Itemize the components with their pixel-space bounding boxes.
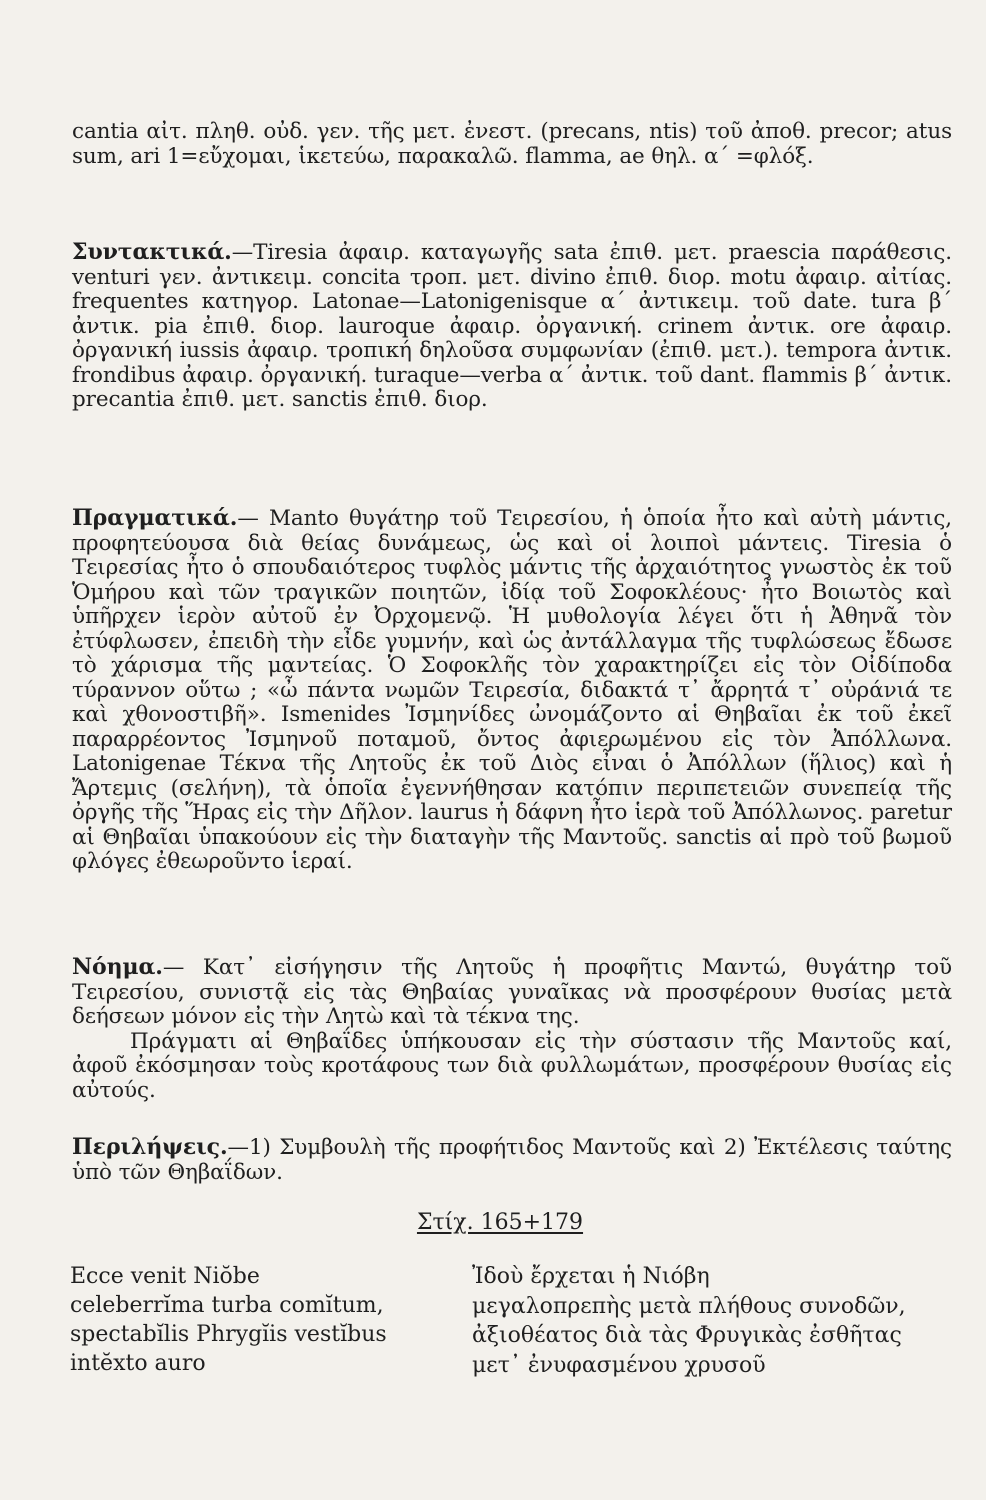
latin-verse-line: spectabĭlis Phrygĭis vestĭbus — [70, 1322, 387, 1347]
latin-verse-line: celeberrĭma turba comĭtum, — [70, 1293, 384, 1318]
greek-translation-line: μετ᾽ ἐνυφασμένου χρυσοῦ — [472, 1352, 766, 1378]
meaning-text: — Κατ᾽ εἰσήγησιν τῆς Λητοῦς ἡ προφῆτις Μαντώ, θυγάτηρ τοῦ Τειρεσίου, συνιστᾷ εἰς τὰς Θηβαίας γυναῖκας νὰ προσφέρουν θυσίας μετὰ δεήσεων μόνον εἰς τὴν Λητὼ καὶ τὰ τέκνα της. — [72, 955, 952, 1029]
greek-translation-line: μεγαλοπρεπὴς μετὰ πλήθους συνοδῶν, — [472, 1293, 906, 1319]
greek-translation-line: Ἰδοὺ ἔρχεται ἡ Νιόβη — [472, 1264, 710, 1289]
greek-translation-line: ἀξιοθέατος διὰ τὰς Φρυγικὰς ἐσθῆτας — [472, 1323, 902, 1348]
factual-paragraph — [72, 506, 952, 875]
intro-text: cantia αἰτ. πληθ. οὐδ. γεν. τῆς μετ. ἐνεστ. (precans, ntis) τοῦ ἀποθ. precor; atus sum, ari 1=εὔχομαι, ἱκετεύω, παρακαλῶ. flamma, ae θηλ. α΄ =φλόξ. — [72, 119, 952, 169]
factual-heading: Πραγματικά. — [72, 505, 238, 531]
summaries-paragraph — [72, 1135, 952, 1185]
meaning-text-2: Πράγματι αἱ Θηβαΐδες ὑπήκουσαν εἰς τὴν σύστασιν τῆς Μαντοῦς καί, ἀφοῦ ἐκόσμησαν τοὺς κροτάφους των διὰ φυλλωμάτων, προσφέρουν θυσίας εἰς αὐτούς. — [72, 1028, 952, 1103]
greek-translation-column — [472, 1262, 952, 1380]
syntax-paragraph — [72, 240, 952, 413]
verse-reference — [410, 1210, 590, 1235]
syntax-heading: Συντακτικά. — [72, 239, 232, 265]
syntax-text: —Tiresia ἀφαιρ. καταγωγῆς sata ἐπιθ. μετ. praescia παράθεσις. venturi γεν. ἀντικειμ. concita τροπ. μετ. divino ἐπιθ. διορ. motu ἀφαιρ. αἰτίας. frequentes κατηγορ. Latonae—Latonigenisque α΄ ἀντικειμ. τοῦ date. tura β΄ ἀντικ. pia ἐπιθ. διορ. lauroque ἀφαιρ. ὀργανική. crinem ἀντικ. ore ἀφαιρ. ὀργανική iussis ἀφαιρ. τροπική δηλοῦσα συμφωνίαν (ἐπιθ. μετ.). tempora ἀντικ. frondibus ἀφαιρ. ὀργανική. turaque—verba α΄ ἀντικ. τοῦ dant. flammis β΄ ἀντικ. precantia ἐπιθ. μετ. sanctis ἐπιθ. διορ. — [72, 240, 952, 412]
meaning-heading: Νόημα. — [72, 954, 163, 980]
summaries-heading: Περιλήψεις. — [72, 1134, 228, 1160]
latin-verse-line: Ecce venit Niŏbe — [70, 1264, 260, 1289]
factual-text: — Manto θυγάτηρ τοῦ Τειρεσίου, ἡ ὁποία ἦτο καὶ αὐτὴ μάντις, προφητεύουσα διὰ θείας δυνάμεως, ὡς καὶ οἱ λοιποὶ μάντεις. Tiresia ὁ Τειρεσίας ἦτο ὁ σπουδαιότερος τυφλὸς μάντις τῆς ἀρχαιότητος γνωστὸς ἐκ τοῦ Ὁμήρου καὶ τῶν τραγικῶν ποιητῶν, ἰδίᾳ τοῦ Σοφοκλέους· ἦτο Βοιωτὸς καὶ ὑπῆρχεν ἱερὸν αὐτοῦ ἐν Ὀρχομενῷ. Ἡ μυθολογία λέγει ὅτι ἡ Ἀθηνᾶ τὸν ἐτύφλωσεν, ἐπειδὴ τὴν εἶδε γυμνήν, καὶ ὡς ἀντάλλαγμα τῆς τυφλώσεως ἔδωσε τὸ χάρισμα τῆς μαντείας. Ὁ Σοφοκλῆς τὸν χαρακτηρίζει εἰς τὸν Οἰδίποδα τύραννον οὕτω ; «ὦ πάντα νωμῶν Τειρεσία, διδακτά τ᾽ ἄρρητά τ᾽ οὐράνιά τε καὶ χθονοστιβῆ». Ismenides Ἰσμηνίδες ὠνομάζοντο αἱ Θηβαῖαι ἐκ τοῦ ἐκεῖ παραρρέοντος Ἰσμηνοῦ ποταμοῦ, ὄντος ἀφιερωμένου εἰς τὸν Ἀπόλλωνα. Latonigenae Τέκνα τῆς Λητοῦς ἐκ τοῦ Διὸς εἶναι ὁ Ἀπόλλων (ἥλιος) καὶ ἡ Ἄρτεμις (σελήνη), τὰ ὁποῖα ἐγεννήθησαν κατόπιν περιπετειῶν συνεπείᾳ τῆς ὀργῆς τῆς Ἥρας εἰς τὴν Δῆλον. laurus ἡ δάφνη ἦτο ἱερὰ τοῦ Ἀπόλλωνος. paretur αἱ Θηβαῖαι ὑπακούουν εἰς τὴν διαταγὴν τῆς Μαντοῦς. sanctis αἱ πρὸ τοῦ βωμοῦ φλόγες ἐθεωροῦντο ἱεραί. — [72, 506, 952, 874]
intro-paragraph — [72, 120, 952, 169]
latin-verse-column — [70, 1262, 430, 1378]
meaning-section — [72, 955, 952, 1103]
summaries-text: —1) Συμβουλὴ τῆς προφήτιδος Μαντοῦς καὶ 2) Ἐκτέλεσις ταύτης ὑπὸ τῶν Θηβαΐδων. — [72, 1135, 952, 1185]
factual-section — [72, 506, 952, 875]
latin-verse-line: intĕxto auro — [70, 1351, 206, 1376]
summaries-section — [72, 1135, 952, 1185]
syntax-section — [72, 240, 952, 413]
verse-reference-text: Στίχ. 165+179 — [416, 1210, 584, 1235]
meaning-paragraph — [72, 955, 952, 1030]
